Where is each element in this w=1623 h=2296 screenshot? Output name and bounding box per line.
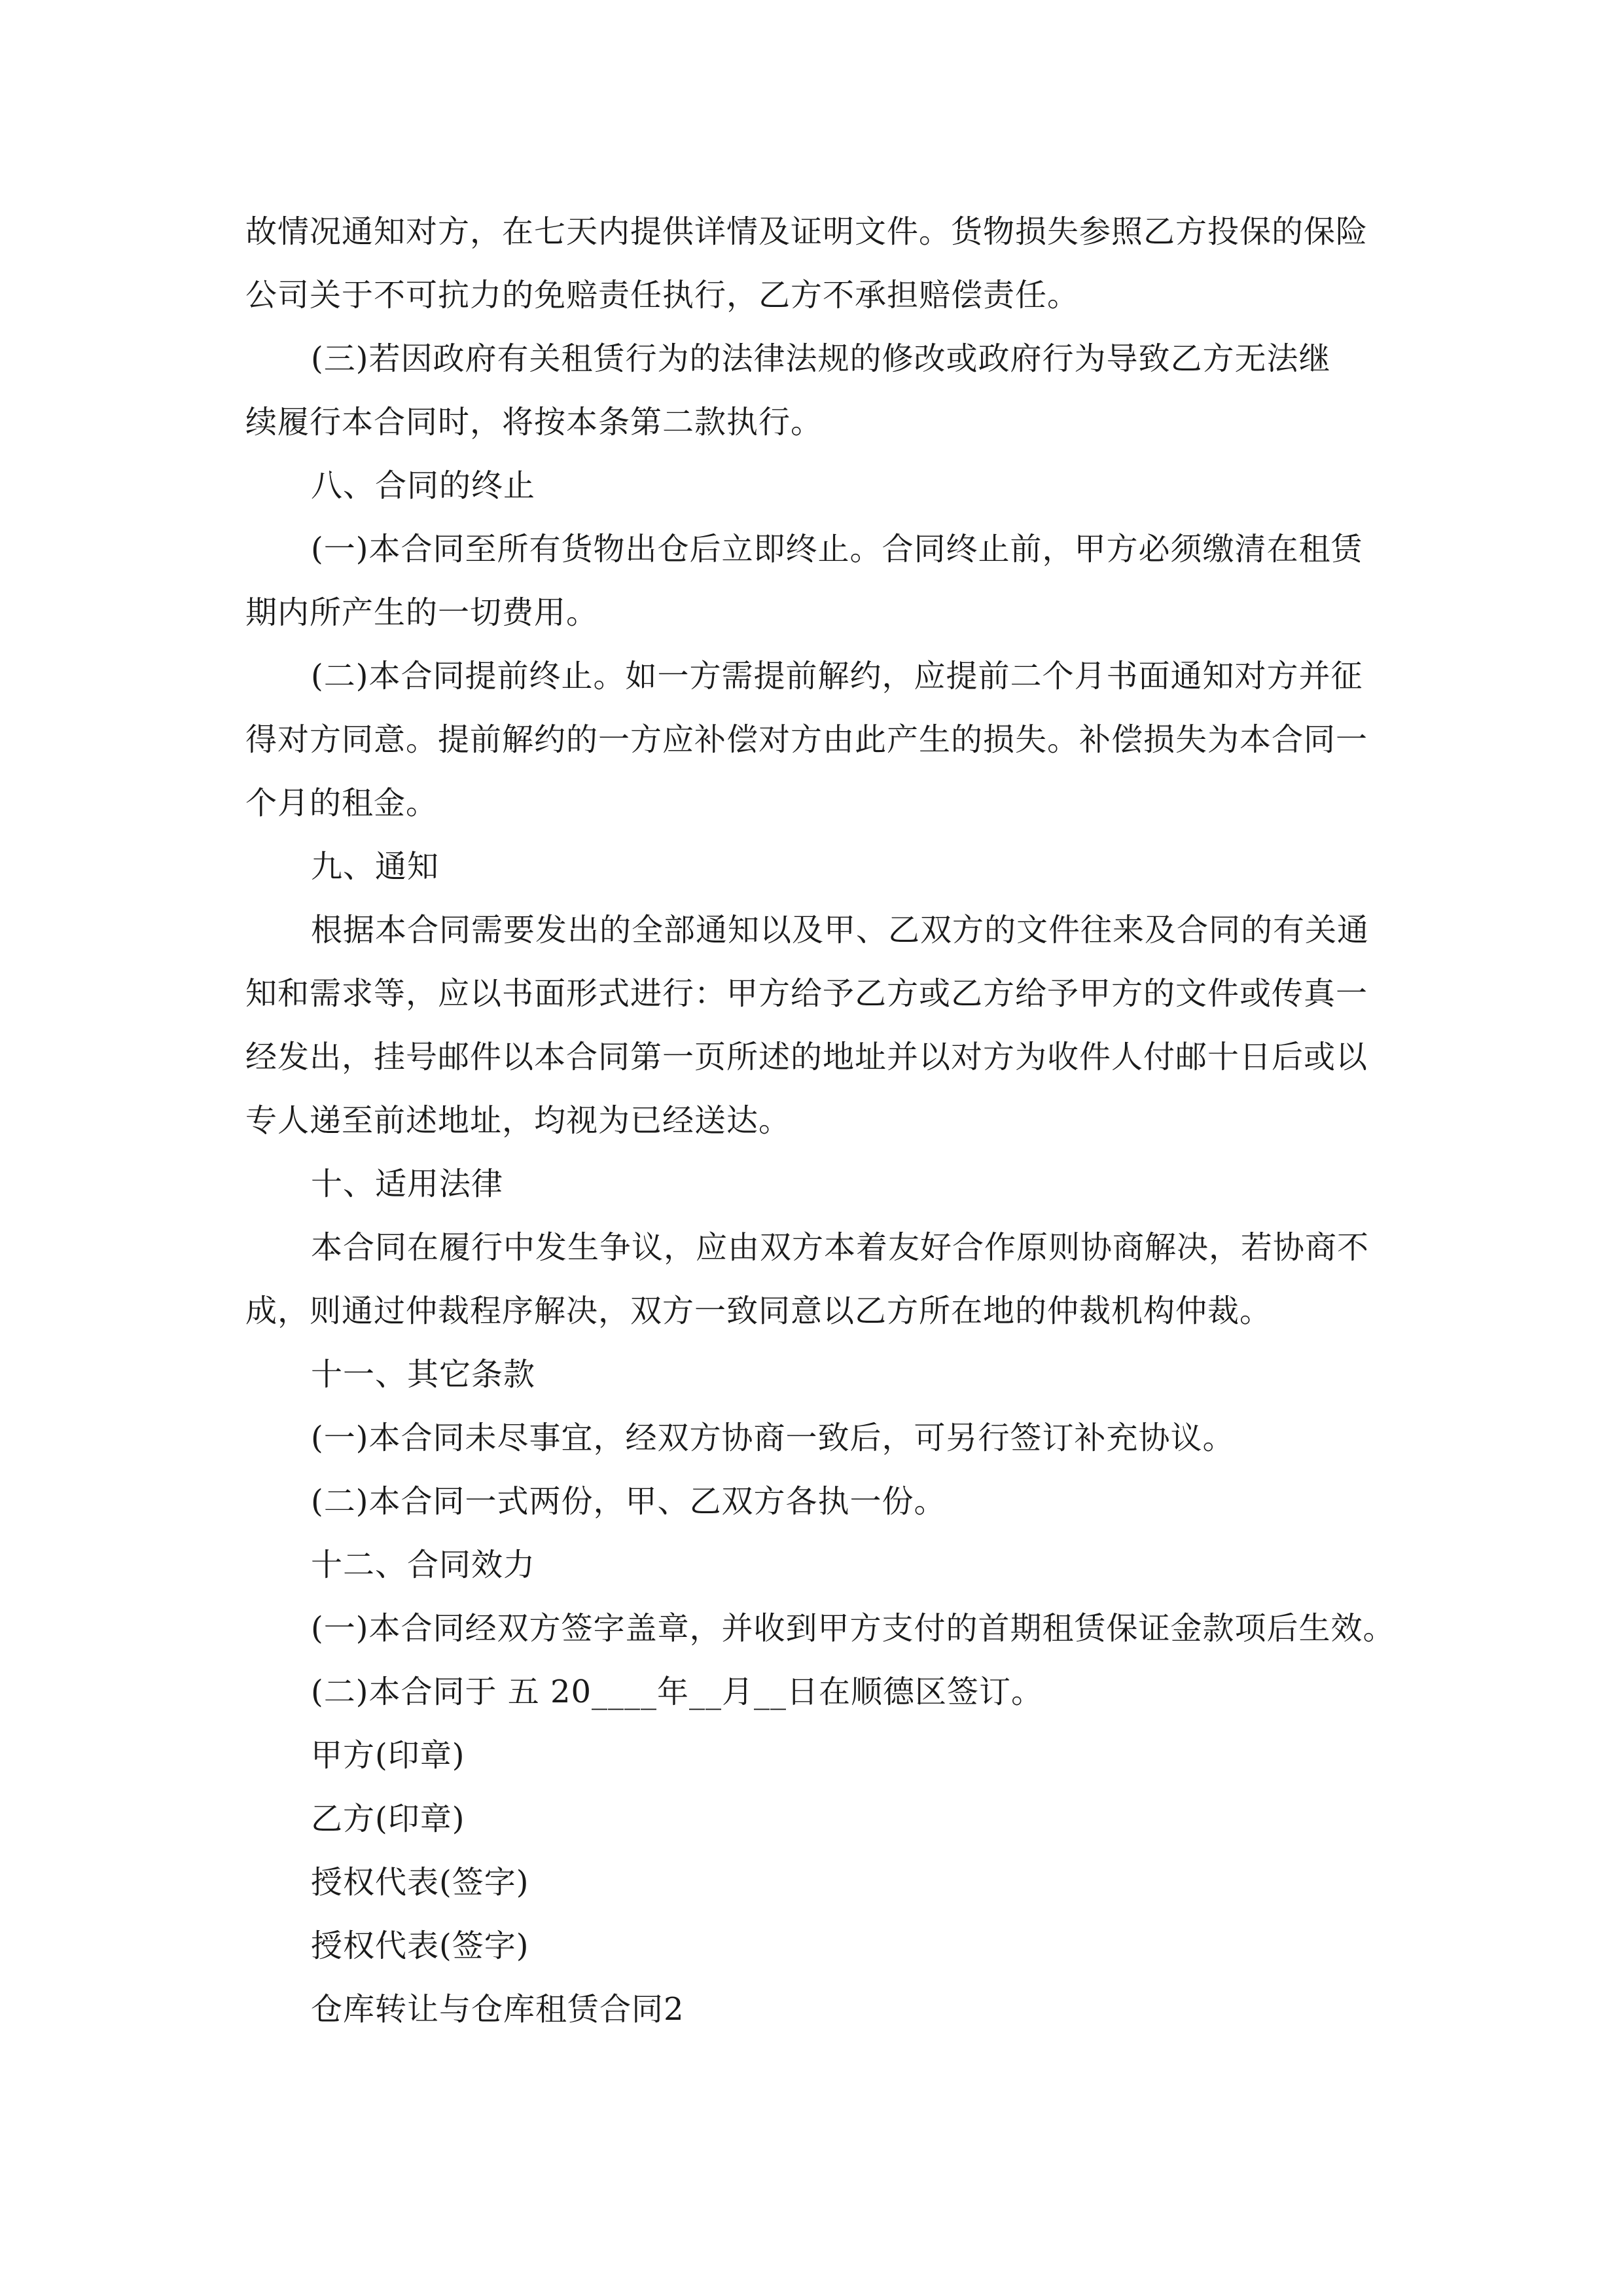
- text-line: (二)本合同提前终止。如一方需提前解约，应提前二个月书面通知对方并征: [311, 658, 1363, 694]
- text-line: (二)本合同一式两份，甲、乙双方各执一份。: [311, 1483, 946, 1520]
- text-line: 仓库转让与仓库租赁合同2: [311, 1991, 685, 2028]
- text-line: 九、通知: [311, 848, 440, 885]
- paragraph: [245, 1724, 1384, 1787]
- text-line: (一)本合同未尽事宜，经双方协商一致后，可另行签订补充协议。: [311, 1420, 1235, 1456]
- text-line: 个月的租金。: [245, 785, 438, 821]
- paragraph: [245, 1470, 1384, 1534]
- paragraph: [245, 1660, 1384, 1724]
- text-line: 经发出，挂号邮件以本合同第一页所述的地址并以对方为收件人付邮十日后或以: [245, 1039, 1368, 1075]
- text-line: (二)本合同于 五 20____年__月__日在顺德区签订。: [311, 1674, 1044, 1710]
- text-line: 专人递至前述地址，均视为已经送达。: [245, 1102, 791, 1139]
- paragraph: [245, 1407, 1384, 1470]
- paragraph: [245, 1914, 1384, 1978]
- text-line: 十、适用法律: [311, 1166, 504, 1202]
- text-line: (三)若因政府有关租赁行为的法律法规的修改或政府行为导致乙方无法继: [311, 340, 1331, 377]
- text-line: 知和需求等，应以书面形式进行：甲方给予乙方或乙方给予甲方的文件或传真一: [245, 975, 1368, 1012]
- paragraph: [245, 200, 1384, 327]
- text-line: 成，则通过仲裁程序解决，双方一致同意以乙方所在地的仲裁机构仲裁。: [245, 1293, 1272, 1329]
- paragraph: [245, 454, 1384, 518]
- paragraph: [245, 1216, 1384, 1343]
- text-line: 公司关于不可抗力的免赔责任执行，乙方不承担赔偿责任。: [245, 277, 1080, 314]
- text-line: 八、合同的终止: [311, 467, 536, 504]
- text-line: (一)本合同经双方签字盖章，并收到甲方支付的首期租赁保证金款项后生效。: [311, 1610, 1395, 1647]
- text-line: 根据本合同需要发出的全部通知以及甲、乙双方的文件往来及合同的有关通: [311, 912, 1370, 948]
- paragraph: [245, 327, 1384, 454]
- text-line: 乙方(印章): [311, 1801, 465, 1837]
- paragraph: [245, 1534, 1384, 1597]
- text-line: 十二、合同效力: [311, 1547, 536, 1583]
- paragraph: [245, 518, 1384, 645]
- text-line: 期内所产生的一切费用。: [245, 594, 599, 631]
- text-line: 续履行本合同时，将按本条第二款执行。: [245, 404, 823, 440]
- text-line: 授权代表(签字): [311, 1928, 529, 1964]
- document-body: [245, 200, 1395, 2041]
- text-line: 十一、其它条款: [311, 1356, 536, 1393]
- paragraph: [245, 1153, 1384, 1216]
- paragraph: [245, 835, 1384, 899]
- text-line: 甲方(印章): [311, 1737, 465, 1774]
- paragraph: [245, 899, 1384, 1153]
- paragraph: [245, 1787, 1384, 1851]
- text-line: 授权代表(签字): [311, 1864, 529, 1901]
- paragraph: [245, 645, 1384, 835]
- text-line: (一)本合同至所有货物出仓后立即终止。合同终止前，甲方必须缴清在租赁: [311, 531, 1363, 567]
- paragraph: [245, 1851, 1384, 1914]
- text-line: 得对方同意。提前解约的一方应补偿对方由此产生的损失。补偿损失为本合同一: [245, 721, 1368, 758]
- paragraph: [245, 1597, 1395, 1660]
- paragraph: [245, 1978, 1384, 2041]
- paragraph: [245, 1343, 1384, 1407]
- text-line: 本合同在履行中发生争议，应由双方本着友好合作原则协商解决，若协商不: [311, 1229, 1370, 1266]
- text-line: 故情况通知对方，在七天内提供详情及证明文件。货物损失参照乙方投保的保险: [245, 213, 1368, 250]
